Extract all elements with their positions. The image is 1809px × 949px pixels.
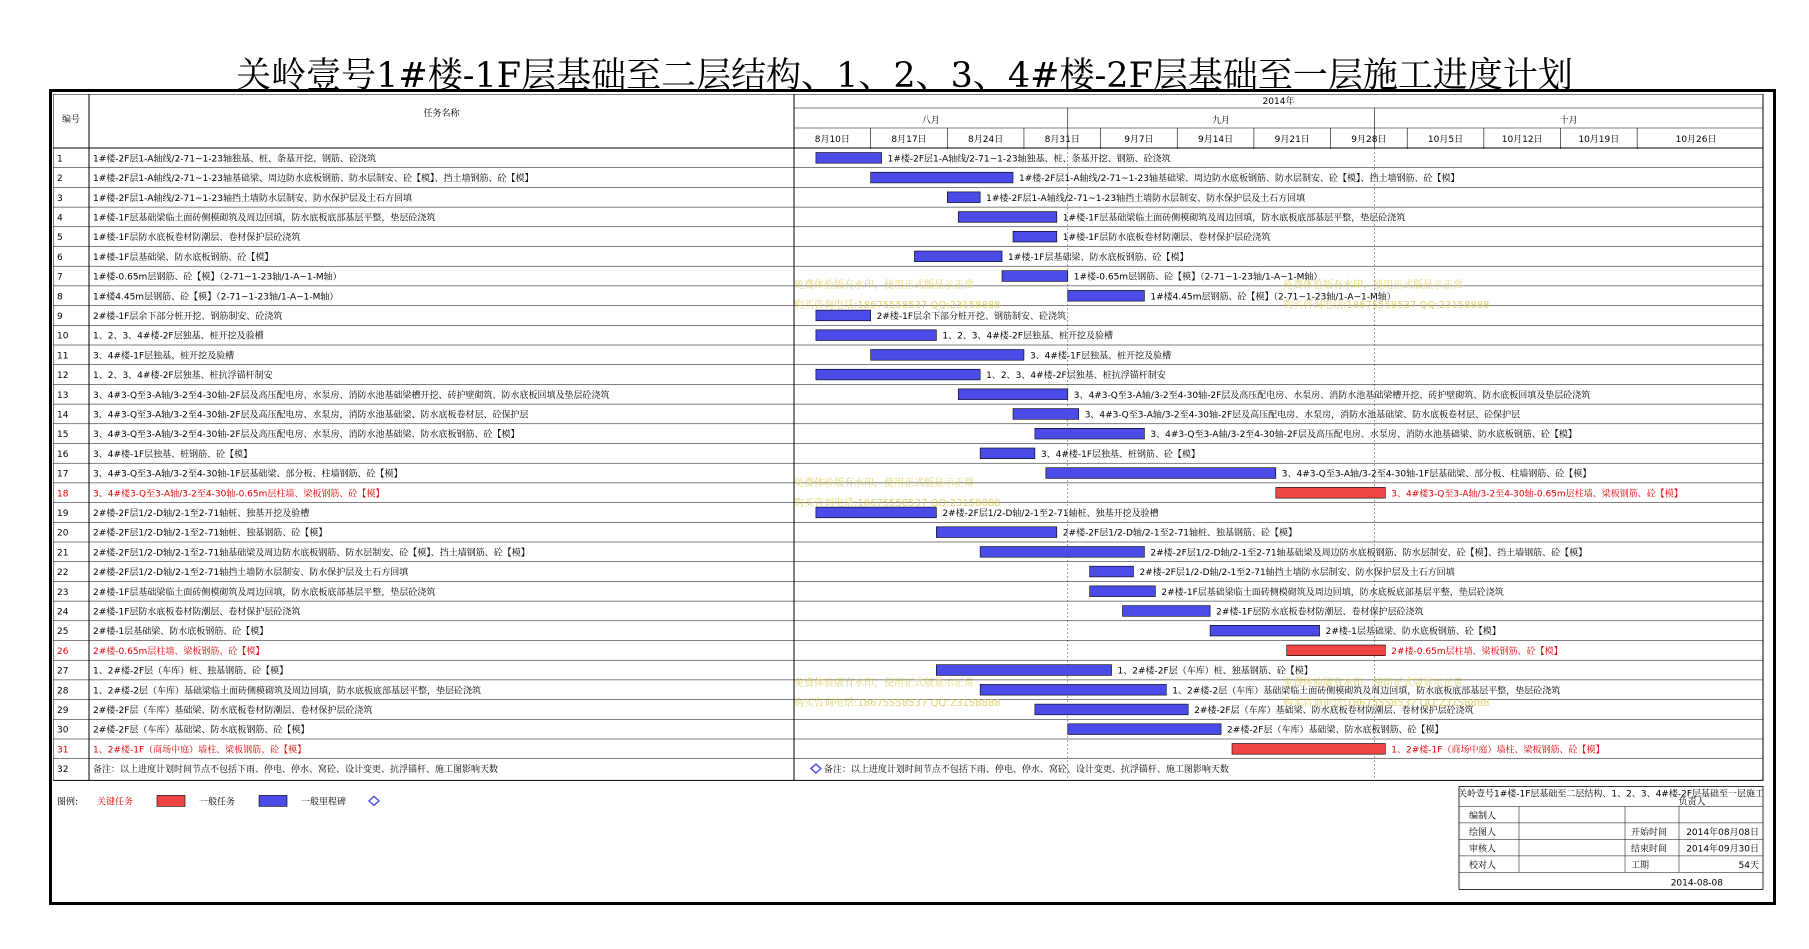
info-row-value: 2014年09月30日 [1686,844,1759,855]
bar-label: 2#楼-2F层1/2-D轴/2-1至2-71轴桩、独基钢筋、砼【模】 [1062,528,1298,539]
header-week: 8月31日 [1044,135,1080,145]
task-name: 1、2、3、4#楼-2F层独基、桩开挖及验槽 [93,331,264,342]
info-row-label: 校对人 [1469,860,1497,871]
bar-label: 3、4#3-Q至3-A轴/3-2至4-30轴-2F层及高压配电房、水泵房、消防水池基础梁、防水底板钢筋、砼【模】 [1150,430,1577,441]
info-row-label: 绘图人 [1469,827,1497,838]
task-number: 1 [57,154,63,165]
bar-label: 3、4#3-Q至3-A轴/3-2至4-30轴-2F层及高压配电房、水泵房、消防水池基础梁槽开挖、砖护壁砌筑、防水底板回填及垫层砼浇筑 [1073,390,1591,401]
milestone-diamond [811,764,821,773]
bar-label: 1、2#楼-2层（车库）基础梁临土面砖侧模砌筑及周边回填，防水底板底部基层平整，垫层砼浇筑 [1172,686,1561,697]
header-week: 10月5日 [1427,135,1464,145]
header-week: 8月10日 [814,135,850,145]
bar-label: 1#楼-0.65m层钢筋、砼【模】（2-71~1-23轴/1-A~1-M轴） [1073,272,1323,283]
task-number: 31 [57,745,69,756]
task-number: 17 [57,469,69,480]
info-row-label: 编制人 [1469,811,1497,822]
task-name: 1#楼-1F层基础梁临土面砖侧模砌筑及周边回填，防水底板底部基层平整，垫层砼浇筑 [93,213,436,224]
task-number: 18 [57,489,69,500]
info-row-value: 2014年08月08日 [1686,827,1759,838]
watermark: 免费体验版有水印，使用正式版显示正常 [794,280,974,291]
task-number: 2 [57,174,63,185]
bar-label: 2#楼-1层基础梁、防水底板钢筋、砼【模】 [1325,627,1501,638]
bar-label: 2#楼-1F层防水底板卷材防潮层、卷材保护层砼浇筑 [1216,607,1424,618]
header-num-label: 编号 [61,115,81,125]
bar-label: 1#楼-1F层基础梁临土面砖侧模砌筑及周边回填，防水底板底部基层平整，垫层砼浇筑 [1062,213,1406,224]
task-bar [816,153,882,164]
task-name: 2#楼-2F层1/2-D轴/2-1至2-71轴挡土墙防水层制安、防水保护层及土石方回填 [93,568,409,579]
task-bar [1090,586,1156,597]
bar-label: 1#楼4.45m层钢筋、砼【模】（2-71~1-23轴/1-A~1-M轴） [1150,292,1396,303]
bar-label: 2#楼-2F层1/2-D轴/2-1至2-71轴基础梁及周边防水底板钢筋、防水层制安、砼【模】、挡土墙钢筋、砼【模】 [1150,548,1588,559]
legend-label: 图例: [57,797,79,808]
bar-label: 3、4#楼3-Q至3-A轴/3-2至4-30轴-0.65m层柱墙、梁板钢筋、砼【模】 [1391,489,1683,500]
info-box-title: 关岭壹号1#楼-1F层基础至二层结构、1、2、3、4#楼-2F层基础至一层施工 [1457,789,1765,800]
info-row-key: 结束时间 [1631,844,1668,855]
task-name: 1、2#楼-1F（商场中庭）墙柱、梁板钢筋、砼【模】 [93,745,307,756]
legend-critical-swatch [157,795,185,806]
header-month: 十月 [1559,116,1578,126]
task-bar [816,310,871,321]
header-month: 八月 [921,116,940,126]
header-week: 10月19日 [1578,135,1620,145]
bar-label: 2#楼-2F层1/2-D轴/2-1至2-71轴桩、独基开挖及验槽 [942,508,1159,519]
watermark: 免费体验版有水印，使用正式版显示正常 [794,678,974,689]
task-number: 7 [57,272,63,283]
task-name: 3、4#3-Q至3-A轴/3-2至4-30轴-2F层及高压配电房、水泵房，消防水池基础梁、防水底板卷材层、砼保护层 [93,410,529,421]
task-bar [947,192,980,203]
task-name: 3、4#3-Q至3-A轴/3-2至4-30轴-2F层及高压配电房、水泵房、消防水池基础梁槽开挖、砖护壁砌筑、防水底板回填及垫层砼浇筑 [93,390,610,401]
legend-critical-label: 关键任务 [97,797,134,808]
info-responsible-label: 负责人 [1678,797,1706,808]
task-bar [980,684,1166,695]
task-number: 20 [57,528,69,539]
task-bar [816,369,980,380]
bar-label: 3、4#3-Q至3-A轴/3-2至4-30轴-1F层基础梁、部分板、柱墙钢筋、砼【模】 [1281,469,1592,480]
header-week: 9月21日 [1274,135,1310,145]
bar-label: 1、2#楼-1F（商场中庭）墙柱、梁板钢筋、砼【模】 [1391,745,1605,756]
task-number: 29 [57,705,69,716]
info-row-key: 开始时间 [1631,827,1668,838]
task-name: 3、4#3-Q至3-A轴/3-2至4-30轴-1F层基础梁、部分板、柱墙钢筋、砼【模】 [93,469,403,480]
task-number: 11 [57,351,69,362]
legend-milestone-diamond [369,796,379,805]
watermark: 免费体验版有水印，使用正式版显示正常 [794,478,974,489]
task-name: 备注：以上进度计划时间节点不包括下雨、停电、停水、窝砼、设计变更、抗浮锚杆、施工图影响天数 [93,765,499,776]
info-row-label: 审核人 [1469,844,1497,855]
task-name: 2#楼-2F层（车库）基础梁、防水底板钢筋、砼【模】 [93,725,310,736]
watermark: 购买咨询电话:18675558537 QQ:23158888 [794,698,1001,709]
bar-label: 2#楼-2F层1/2-D轴/2-1至2-71轴挡土墙防水层制安、防水保护层及土石方回填 [1139,568,1455,579]
task-name: 2#楼-1F层基础梁临土面砖侧模砌筑及周边回填，防水底板底部基层平整，垫层砼浇筑 [93,587,436,598]
watermark: 免费体验版有水印，使用正式版显示正常 [1283,678,1463,689]
task-name: 1、2、3、4#楼-2F层独基、桩抗浮锚杆制安 [93,371,273,382]
task-name: 1、2#楼-2层（车库）基础梁临土面砖侧模砌筑及周边回填，防水底板底部基层平整，垫层砼浇筑 [93,686,481,697]
task-name: 3、4#楼-1F层独基、桩钢筋、砼【模】 [93,449,253,460]
bar-label: 3、4#楼-1F层独基、桩开挖及验槽 [1029,351,1172,362]
task-name: 2#楼-1F层余下部分桩开挖、钢筋制安、砼浇筑 [93,311,283,322]
watermark: 购买咨询电话:18675558537 QQ:23158888 [794,498,1001,509]
task-bar [1035,704,1188,715]
task-bar [936,527,1056,538]
task-bar [1090,566,1134,577]
bar-label: 2#楼-0.65m层柱墙、梁板钢筋、砼【模】 [1391,646,1563,657]
bar-label: 1#楼-2F层1-A轴线/2-71~1-23轴挡土墙防水层制安、防水保护层及土石方回填 [986,193,1306,204]
task-number: 10 [57,331,69,342]
bar-label: 1、2#楼-2F层（车库）桩、独基钢筋、砼【模】 [1117,666,1313,677]
task-name: 2#楼-2F层1/2-D轴/2-1至2-71轴基础梁及周边防水底板钢筋、防水层制安、砼【模】、挡土墙钢筋、砼【模】 [93,548,530,559]
task-number: 3 [57,193,63,204]
task-number: 16 [57,449,69,460]
task-bar [1068,290,1145,301]
task-name: 2#楼-2F层（车库）基础梁、防水底板卷材防潮层、卷材保护层砼浇筑 [93,705,373,716]
task-bar [936,665,1111,676]
task-bar [980,448,1035,459]
milestone-label: 备注：以上进度计划时间节点不包括下雨、停电、停水、窝砼、设计变更、抗浮锚杆、施工图影响天数 [823,765,1229,776]
task-number: 8 [57,292,63,303]
critical-task-bar [1287,645,1386,656]
task-bar [1035,428,1145,439]
task-bar [958,212,1057,223]
task-bar [1013,231,1057,242]
task-bar [914,251,1002,262]
task-number: 12 [57,371,69,382]
page-title: 关岭壹号1#楼-1F层基础至二层结构、1、2、3、4#楼-2F层基础至一层施工进度计划 [236,56,1573,96]
header-week: 9月14日 [1197,135,1234,145]
watermark: 免费体验版有水印，使用正式版显示正常 [1283,280,1463,291]
task-bar [871,172,1013,183]
task-bar [816,330,936,341]
task-number: 21 [57,548,69,559]
task-number: 22 [57,568,69,579]
legend-milestone-label: 一般里程碑 [301,797,347,808]
critical-task-bar [1232,744,1385,755]
task-name: 2#楼-2F层1/2-D轴/2-1至2-71轴桩、独基钢筋、砼【模】 [93,528,328,539]
task-bar [1210,625,1320,636]
task-name: 1#楼-2F层1-A轴线/2-71~1-23轴基础梁、周边防水底板钢筋、防水层制安、砼【模】、挡土墙钢筋、砼【模】 [93,174,534,185]
header-month: 九月 [1212,116,1231,126]
task-bar [958,389,1068,400]
task-name: 1#楼-2F层1-A轴线/2-71~1-23轴挡土墙防水层制安、防水保护层及土石方回填 [93,193,412,204]
legend-normal-swatch [259,795,287,806]
task-number: 24 [57,607,69,618]
task-number: 13 [57,390,69,401]
header-week: 9月7日 [1124,135,1154,145]
info-row-value: 54天 [1738,860,1759,871]
bar-label: 1#楼-1F层防水底板卷材防潮层、卷材保护层砼浇筑 [1062,233,1271,244]
task-number: 30 [57,725,69,736]
task-number: 23 [57,587,69,598]
critical-task-bar [1276,487,1386,498]
bar-label: 1#楼-2F层1-A轴线/2-71~1-23轴基础梁、周边防水底板钢筋、防水层制安、砼【模】、挡土墙钢筋、砼【模】 [1019,174,1460,185]
task-name: 3、4#楼3-Q至3-A轴/3-2至4-30轴-0.65m层柱墙、梁板钢筋、砼【模】 [93,489,385,500]
task-name: 2#楼-1F层防水底板卷材防潮层、卷材保护层砼浇筑 [93,607,301,618]
bar-label: 3、4#楼-1F层独基、桩钢筋、砼【模】 [1040,449,1201,460]
header-week: 9月28日 [1351,135,1387,145]
header-week: 8月24日 [968,135,1004,145]
task-name: 1#楼-0.65m层钢筋、砼【模】（2-71~1-23轴/1-A~1-M轴） [93,272,342,283]
header-week: 10月12日 [1501,135,1543,145]
bar-label: 2#楼-1F层余下部分桩开挖、钢筋制安、砼浇筑 [876,311,1067,322]
watermark: 购买咨询电话:18675558537 QQ:23158888 [794,300,1001,311]
task-name: 3、4#楼-1F层独基、桩开挖及验槽 [93,351,235,362]
task-name: 1#楼4.45m层钢筋、砼【模】（2-71~1-23轴/1-A~1-M轴） [93,292,339,303]
task-bar [1046,468,1276,479]
info-box-date: 2014-08-08 [1670,878,1723,889]
task-name: 1#楼-2F层1-A轴线/2-71~1-23轴独基、桩、条基开挖、钢筋、砼浇筑 [93,154,376,165]
task-number: 5 [57,233,63,244]
task-bar [1123,606,1211,617]
legend-normal-label: 一般任务 [199,797,236,808]
header-week: 8月17日 [891,135,927,145]
bar-label: 1#楼-1F层基础梁、防水底板钢筋、砼【模】 [1008,252,1189,263]
task-name: 2#楼-1层基础梁、防水底板钢筋、砼【模】 [93,627,269,638]
header-week: 10月26日 [1675,135,1717,145]
task-bar [871,350,1024,361]
task-number: 14 [57,410,69,421]
bar-label: 1、2、3、4#楼-2F层独基、桩开挖及验槽 [942,331,1113,342]
task-name: 1#楼-1F层防水底板卷材防潮层、卷材保护层砼浇筑 [93,233,301,244]
task-name: 2#楼-2F层1/2-D轴/2-1至2-71轴桩、独基开挖及验槽 [93,508,310,519]
bar-label: 1#楼-2F层1-A轴线/2-71~1-23轴独基、桩、条基开挖、钢筋、砼浇筑 [887,154,1171,165]
header-year: 2014年 [1262,97,1295,107]
task-bar [1013,409,1079,420]
task-name: 3、4#3-Q至3-A轴/3-2至4-30轴-2F层及高压配电房、水泵房、消防水池基础梁、防水底板钢筋、砼【模】 [93,430,520,441]
watermark: 购买咨询电话:18675558537 QQ:23158888 [1283,698,1490,709]
watermark: 购买咨询电话:18675558537 QQ:23158888 [1283,300,1490,311]
task-name: 1、2#楼-2F层（车库）桩、独基钢筋、砼【模】 [93,666,289,677]
header-task-label: 任务名称 [423,109,460,119]
bar-label: 3、4#3-Q至3-A轴/3-2至4-30轴-2F层及高压配电房、水泵房，消防水池基础梁、防水底板卷材层、砼保护层 [1084,410,1521,421]
bar-label: 2#楼-2F层（车库）基础梁、防水底板卷材防潮层、卷材保护层砼浇筑 [1194,705,1474,716]
task-number: 15 [57,430,69,441]
task-number: 25 [57,627,69,638]
task-number: 27 [57,666,69,677]
task-bar [1068,724,1221,735]
task-name: 2#楼-0.65m层柱墙、梁板钢筋、砼【模】 [93,646,265,657]
task-name: 1#楼-1F层基础梁、防水底板钢筋、砼【模】 [93,252,274,263]
gantt-chart [53,94,1773,904]
task-number: 26 [57,646,69,657]
task-number: 28 [57,686,69,697]
bar-label: 1、2、3、4#楼-2F层独基、桩抗浮锚杆制安 [986,371,1166,382]
task-number: 9 [57,311,63,322]
task-number: 32 [57,765,69,776]
bar-label: 2#楼-2F层（车库）基础梁、防水底板钢筋、砼【模】 [1227,725,1444,736]
task-number: 6 [57,252,63,263]
bar-label: 2#楼-1F层基础梁临土面砖侧模砌筑及周边回填，防水底板底部基层平整，垫层砼浇筑 [1161,587,1504,598]
task-number: 19 [57,508,69,519]
info-row-key: 工期 [1631,860,1650,871]
task-bar [980,547,1144,558]
task-number: 4 [57,213,63,224]
task-bar [1002,271,1068,282]
